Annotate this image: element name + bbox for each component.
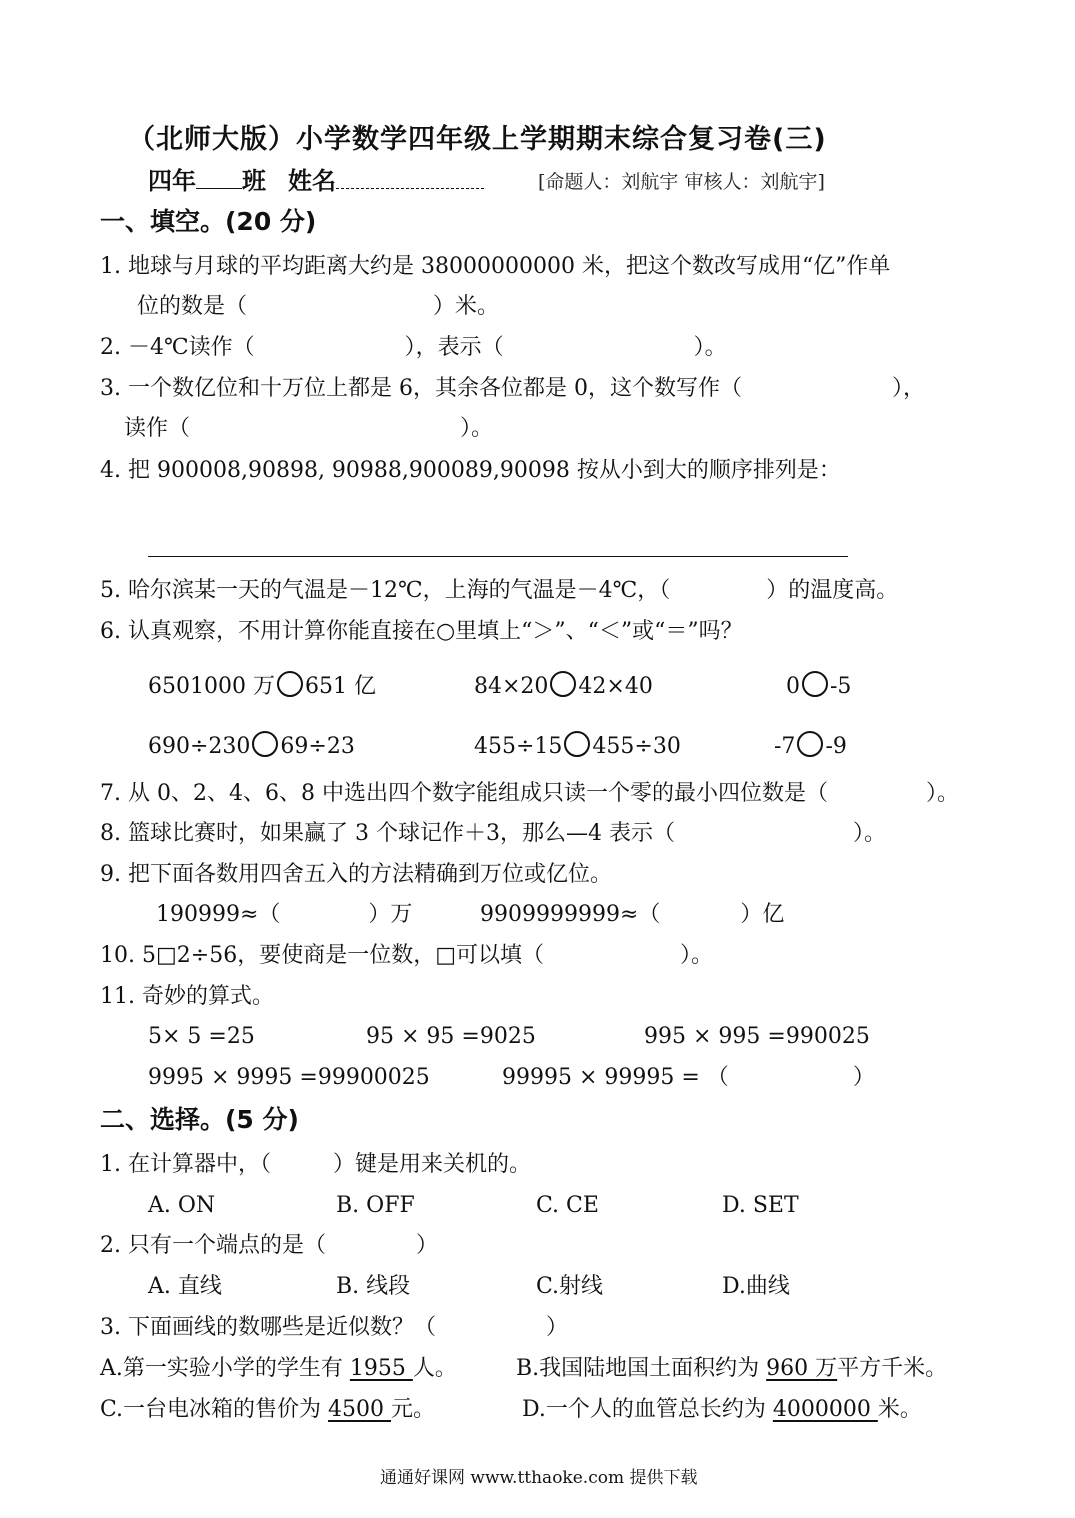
q8: 8. 篮球比赛时，如果赢了 3 个球记作＋3，那么—4 表示（ ）。 (100, 821, 886, 846)
grade-label: 四年 (148, 167, 196, 195)
underlined-number-b: 960 万 (766, 1356, 838, 1381)
q4-answer-line[interactable] (148, 556, 848, 557)
q11-item-5: 99995 × 99995 = （ ） (502, 1065, 875, 1090)
underlined-number-d: 4000000 (772, 1397, 878, 1422)
s2-q2: 2. 只有一个端点的是（ ） (100, 1233, 438, 1258)
q6-item-6: -7 -9 (774, 731, 847, 761)
q3-line2: 读作（ ）。 (124, 416, 494, 441)
q6-item-4: 690÷230 69÷23 (148, 731, 355, 761)
q1-line1: 1. 地球与月球的平均距离大约是 38000000000 米，把这个数改写成用“亿”作单 (100, 254, 891, 279)
compare-circle-3[interactable] (802, 671, 828, 697)
student-info (148, 166, 484, 195)
s2-q1-option-d[interactable]: D. SET (722, 1193, 799, 1218)
q9-item-2: 9909999999≈（ ）亿 (480, 902, 785, 927)
s2-q1-option-a[interactable]: A. ON (148, 1193, 216, 1218)
s2-q1-option-c[interactable]: C. CE (536, 1193, 599, 1218)
footer-source: 通通好课网 www.tthaoke.com 提供下载 (380, 1468, 698, 1488)
page-title: （北师大版）小学数学四年级上学期期末综合复习卷(三) (128, 124, 827, 155)
s2-q3-option-b[interactable]: B.我国陆地国土面积约为 960 万平方千米。 (516, 1356, 948, 1381)
s2-q3-option-d[interactable]: D.一个人的血管总长约为 4000000 米。 (522, 1397, 922, 1422)
compare-circle-4[interactable] (252, 731, 278, 757)
q3-line1: 3. 一个数亿位和十万位上都是 6，其余各位都是 0，这个数写作（ ）， (100, 376, 925, 401)
s2-q2-option-c[interactable]: C.射线 (536, 1274, 604, 1299)
q9: 9. 把下面各数用四舍五入的方法精确到万位或亿位。 (100, 862, 612, 887)
compare-circle-6[interactable] (797, 731, 823, 757)
q4: 4. 把 900008,90898, 90988,900089,90098 按从小到大的顺序排列是： (100, 458, 841, 483)
q11-item-2: 95 × 95 =9025 (366, 1024, 536, 1049)
q11: 11. 奇妙的算式。 (100, 984, 274, 1009)
author-note: [命题人：刘航宇 审核人：刘航宇] (538, 171, 825, 193)
compare-circle-5[interactable] (564, 731, 590, 757)
class-label: 班 (242, 167, 266, 195)
q6-item-1: 6501000 万 651 亿 (148, 671, 376, 701)
q6-item-5: 455÷15 455÷30 (474, 731, 681, 761)
q1-line2: 位的数是（ ）米。 (137, 294, 500, 319)
q2: 2. －4℃读作（ ），表示（ ）。 (100, 335, 727, 360)
q10: 10. 5□2÷56，要使商是一位数，□可以填（ ）。 (100, 943, 713, 968)
compare-circle-2[interactable] (550, 671, 576, 697)
section2-heading: 二、选择。(5 分) (100, 1105, 299, 1134)
q6: 6. 认真观察，不用计算你能直接在○里填上“＞”、“＜”或“＝”吗？ (100, 619, 743, 644)
s2-q3: 3. 下面画线的数哪些是近似数？（ ） (100, 1315, 569, 1340)
section1-heading: 一、填空。(20 分) (100, 207, 317, 236)
name-label: 姓名 (288, 167, 336, 195)
q5: 5. 哈尔滨某一天的气温是－12℃，上海的气温是－4℃，（ ）的温度高。 (100, 578, 899, 603)
q6-item-2: 84×20 42×40 (474, 671, 653, 701)
s2-q3-option-c[interactable]: C.一台电冰箱的售价为 4500 元。 (100, 1397, 436, 1422)
s2-q1: 1. 在计算器中，（ ）键是用来关机的。 (100, 1152, 531, 1177)
q11-item-4: 9995 × 9995 =99900025 (148, 1065, 430, 1090)
q9-item-1: 190999≈（ ）万 (156, 902, 413, 927)
s2-q1-option-b[interactable]: B. OFF (336, 1193, 415, 1218)
q6-item-3: 0 -5 (786, 671, 851, 701)
name-blank[interactable] (336, 166, 484, 189)
compare-circle-1[interactable] (277, 671, 303, 697)
q7: 7. 从 0、2、4、6、8 中选出四个数字能组成只读一个零的最小四位数是（ ）。 (100, 781, 959, 806)
underlined-number-c: 4500 (328, 1397, 392, 1422)
class-blank[interactable] (196, 166, 242, 189)
underlined-number-a: 1955 (349, 1356, 413, 1381)
s2-q2-option-d[interactable]: D.曲线 (722, 1274, 790, 1299)
s2-q2-option-a[interactable]: A. 直线 (148, 1274, 222, 1299)
q11-item-1: 5× 5 =25 (148, 1024, 255, 1049)
s2-q3-option-a[interactable]: A.第一实验小学的学生有 1955 人。 (100, 1356, 457, 1381)
q11-item-3: 995 × 995 =990025 (644, 1024, 870, 1049)
s2-q2-option-b[interactable]: B. 线段 (336, 1274, 411, 1299)
